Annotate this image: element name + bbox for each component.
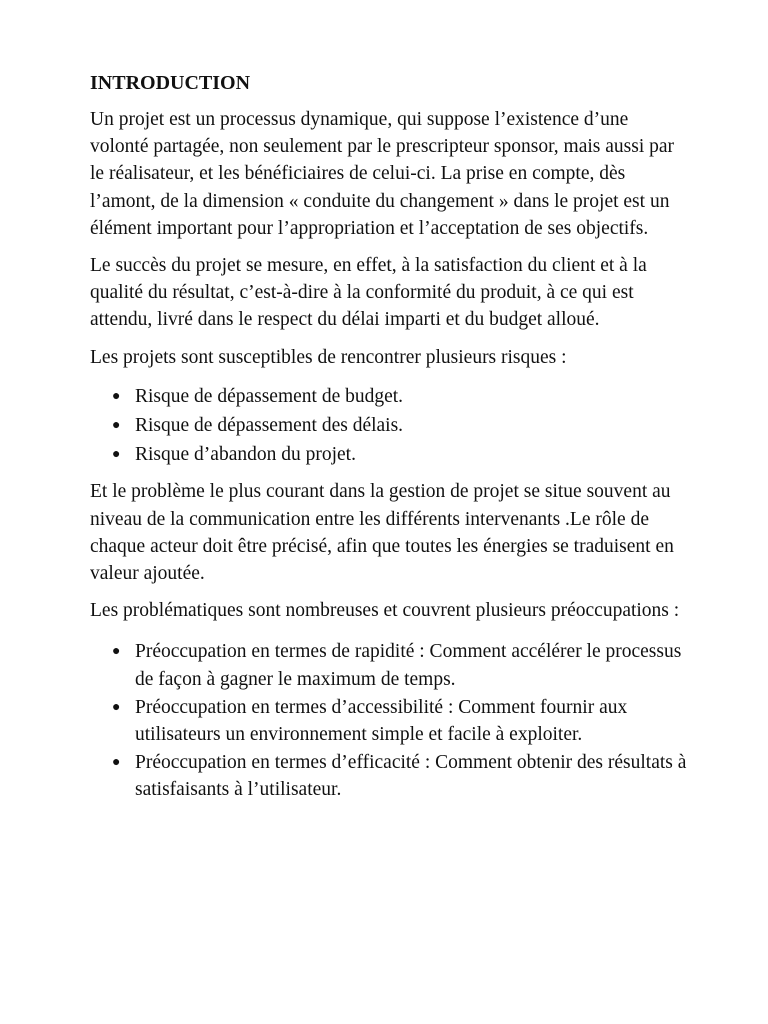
bullet-icon: ● [112,418,121,434]
paragraph-concerns-intro: Les problématiques sont nombreuses et couvrent plusieurs préoccupations : [90,600,680,622]
list-item [90,441,690,468]
list-item-text: Préoccupation en termes d’accessibilité : Comment fournir aux utilisateurs un environnement simple et facile à exploiter. [135,696,628,746]
list-item-text: Risque d’abandon du projet. [135,444,356,466]
list-item-text: Préoccupation en termes d’efficacité : Comment obtenir des résultats à satisfaisants à l’utilisateur. [135,752,687,801]
list-item [90,749,690,803]
paragraph-risks-intro: Les projets sont susceptibles de rencontrer plusieurs risques : [90,346,567,368]
list-item [90,412,690,439]
paragraph-intro: Un projet est un processus dynamique, qui suppose l’existence d’une volonté partagée, non seulement par le prescripteur sponsor, mais aussi par le réalisateur, et les bénéficiaires de celui-ci. La prise en compte, dès l’amont, de la dimension « conduite du changement » dans le projet est un élément important pour l’appropriation et l’acceptation de ses objectifs. [90,109,675,239]
list-item-text: Risque de dépassement de budget. [135,385,404,407]
list-item-text: Risque de dépassement des délais. [135,415,404,437]
list-item [90,383,690,410]
list-item-text: Préoccupation en termes de rapidité : Comment accélérer le processus de façon à gagner le maximum de temps. [135,641,682,690]
bullet-icon: ● [112,699,121,715]
bullet-icon: ● [112,644,121,660]
list-item [90,694,690,748]
bullet-icon: ● [112,388,121,404]
concern-list [90,638,690,803]
risk-list [90,383,690,469]
bullet-icon: ● [112,755,121,771]
paragraph-communication: Et le problème le plus courant dans la gestion de projet se situe souvent au niveau de la communication entre les différents intervenants .Le rôle de chaque acteur doit être précisé, afin que toutes les énergies se traduisent en valeur ajoutée. [90,481,674,585]
list-item [90,638,690,692]
document-heading: INTRODUCTION [90,72,251,94]
bullet-icon: ● [112,447,121,463]
paragraph-success: Le succès du projet se mesure, en effet, à la satisfaction du client et à la qualité du résultat, c’est-à-dire à la conformité du produit, à ce qui est attendu, livré dans le respect du délai imparti et du budget alloué. [90,255,647,331]
document-page [90,68,690,814]
